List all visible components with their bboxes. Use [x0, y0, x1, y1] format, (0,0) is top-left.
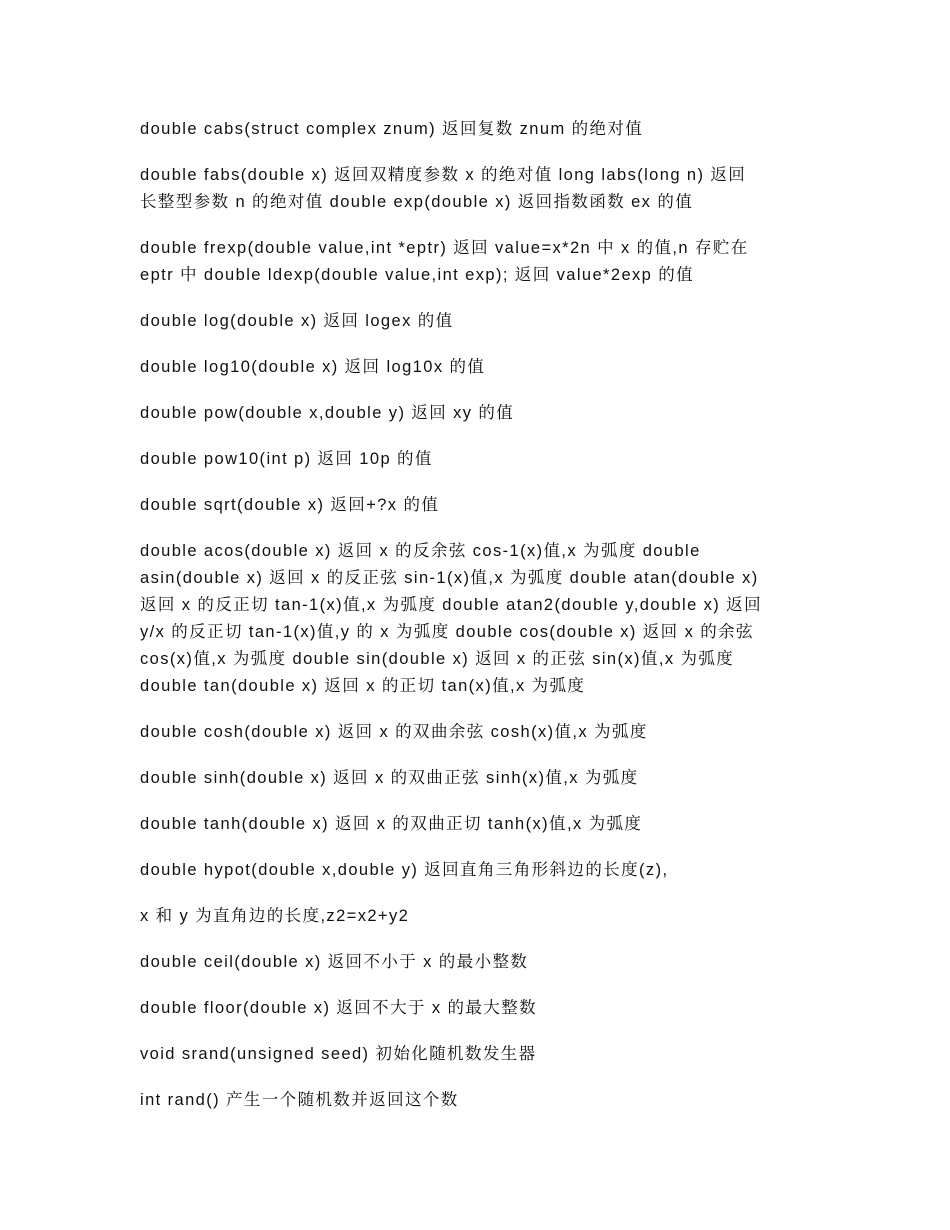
- text-line: double frexp(double value,int *eptr) 返回 value=x*2n 中 x 的值,n 存贮在: [140, 239, 749, 257]
- text-line: double tan(double x) 返回 x 的正切 tan(x)值,x 为弧度: [140, 677, 586, 695]
- paragraph: [140, 400, 820, 427]
- paragraph: [140, 1087, 820, 1114]
- text-line: double sqrt(double x) 返回+?x 的值: [140, 496, 440, 514]
- paragraph: [140, 765, 820, 792]
- text-line: asin(double x) 返回 x 的反正弦 sin-1(x)值,x 为弧度 double atan(double x): [140, 569, 759, 587]
- text-line: y/x 的反正切 tan-1(x)值,y 的 x 为弧度 double cos(double x) 返回 x 的余弦: [140, 623, 754, 641]
- paragraph: [140, 162, 820, 216]
- text-line: x 和 y 为直角边的长度,z2=x2+y2: [140, 907, 410, 925]
- text-line: double fabs(double x) 返回双精度参数 x 的绝对值 long labs(long n) 返回: [140, 166, 747, 184]
- text-line: double log(double x) 返回 logex 的值: [140, 312, 454, 330]
- text-line: double hypot(double x,double y) 返回直角三角形斜边的长度(z),: [140, 861, 669, 879]
- paragraph: [140, 811, 820, 838]
- paragraph: [140, 995, 820, 1022]
- paragraph: [140, 719, 820, 746]
- text-line: double floor(double x) 返回不大于 x 的最大整数: [140, 999, 538, 1017]
- text-line: double log10(double x) 返回 log10x 的值: [140, 358, 486, 376]
- paragraph: [140, 538, 820, 700]
- text-line: double acos(double x) 返回 x 的反余弦 cos-1(x)值,x 为弧度 double: [140, 542, 701, 560]
- text-line: 长整型参数 n 的绝对值 double exp(double x) 返回指数函数 ex 的值: [140, 193, 694, 211]
- text-line: eptr 中 double ldexp(double value,int exp); 返回 value*2exp 的值: [140, 266, 695, 284]
- text-line: int rand() 产生一个随机数并返回这个数: [140, 1091, 459, 1109]
- text-line: void srand(unsigned seed) 初始化随机数发生器: [140, 1045, 537, 1063]
- paragraph: [140, 492, 820, 519]
- paragraph: [140, 235, 820, 289]
- text-line: double cosh(double x) 返回 x 的双曲余弦 cosh(x)值,x 为弧度: [140, 723, 648, 741]
- paragraph: [140, 949, 820, 976]
- text-line: double pow(double x,double y) 返回 xy 的值: [140, 404, 515, 422]
- document-page: [140, 116, 820, 1133]
- paragraph: [140, 1041, 820, 1068]
- text-line: double cabs(struct complex znum) 返回复数 znum 的绝对值: [140, 120, 644, 138]
- paragraph: [140, 857, 820, 884]
- paragraph: [140, 308, 820, 335]
- paragraph: [140, 116, 820, 143]
- text-line: cos(x)值,x 为弧度 double sin(double x) 返回 x 的正弦 sin(x)值,x 为弧度: [140, 650, 735, 668]
- paragraph: [140, 446, 820, 473]
- text-line: double tanh(double x) 返回 x 的双曲正切 tanh(x)值,x 为弧度: [140, 815, 643, 833]
- text-line: double sinh(double x) 返回 x 的双曲正弦 sinh(x)值,x 为弧度: [140, 769, 639, 787]
- paragraph: [140, 354, 820, 381]
- paragraph: [140, 903, 820, 930]
- text-line: double ceil(double x) 返回不小于 x 的最小整数: [140, 953, 529, 971]
- text-line: double pow10(int p) 返回 10p 的值: [140, 450, 433, 468]
- text-line: 返回 x 的反正切 tan-1(x)值,x 为弧度 double atan2(double y,double x) 返回: [140, 596, 762, 614]
